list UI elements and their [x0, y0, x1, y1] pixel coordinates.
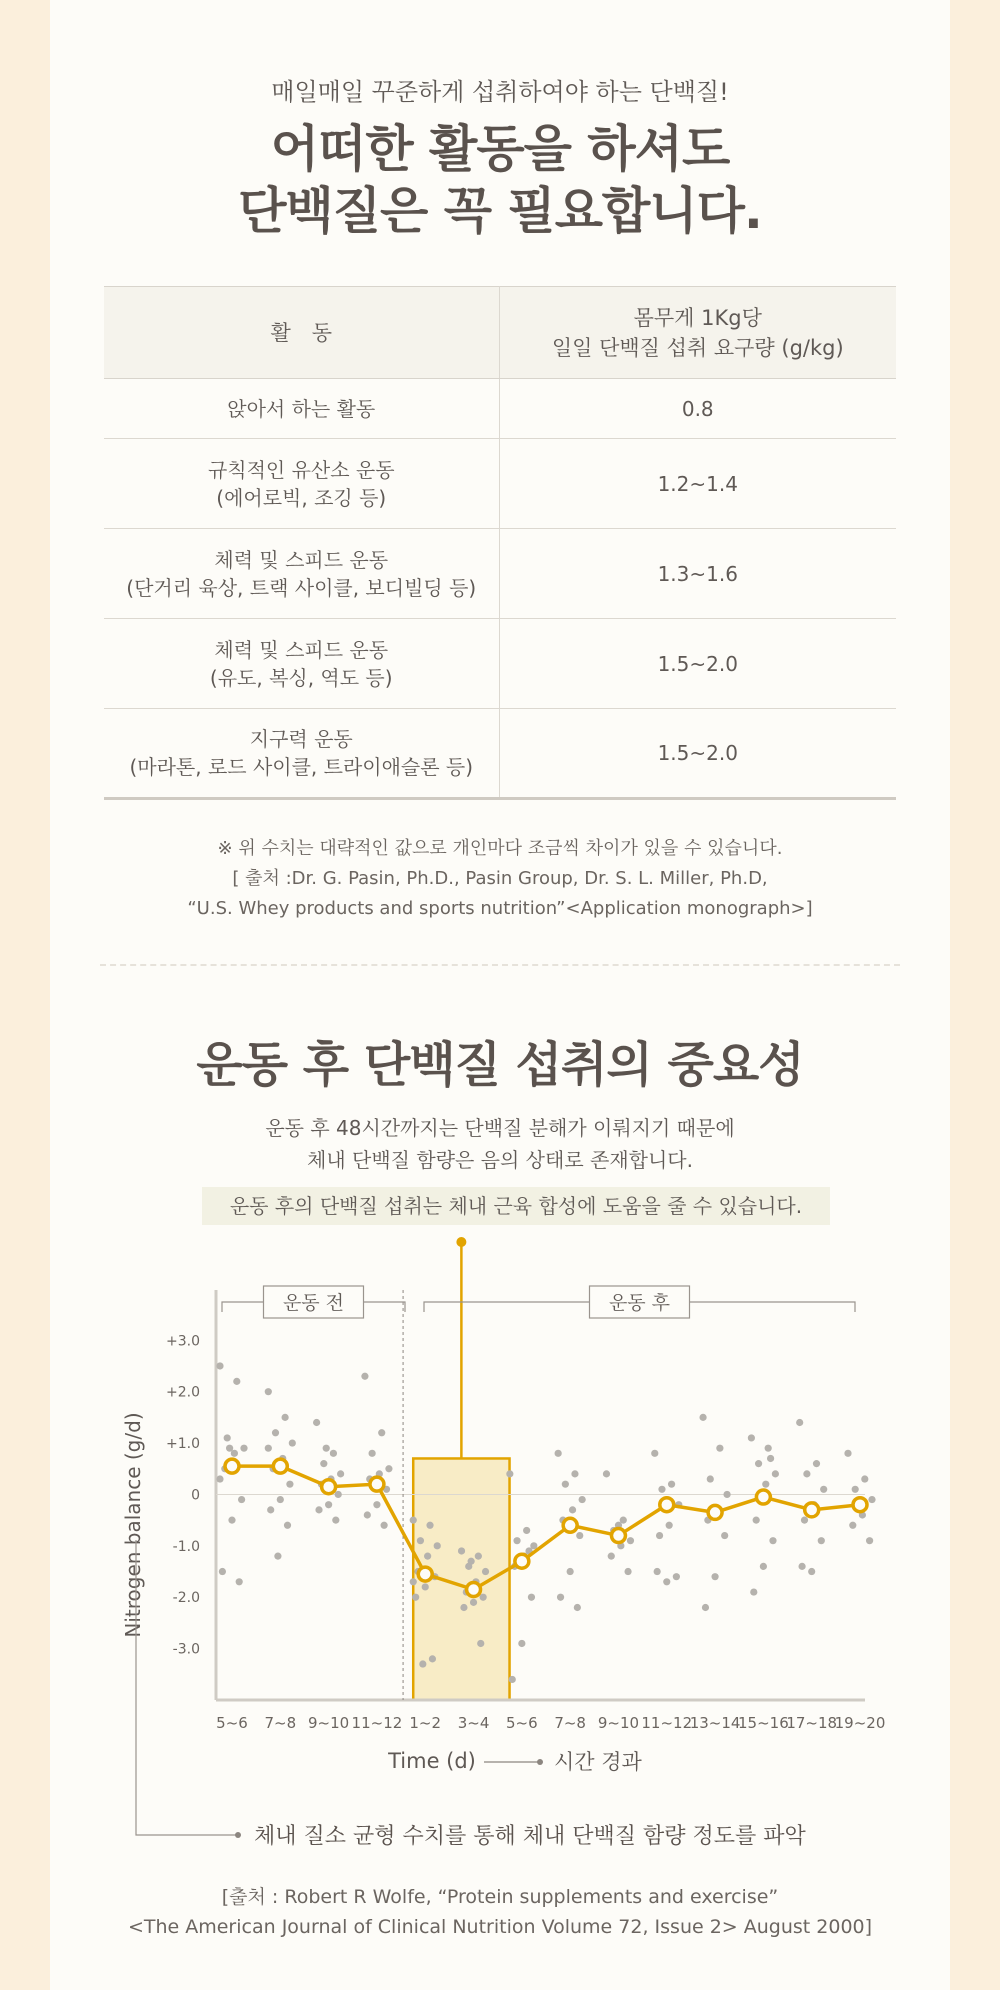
scatter-point — [562, 1481, 569, 1488]
nitrogen-balance-chart — [0, 1230, 1000, 1880]
scatter-point — [385, 1465, 392, 1472]
scatter-point — [313, 1419, 320, 1426]
scatter-point — [569, 1506, 576, 1513]
section2-title: 운동 후 단백질 섭취의 중요성 — [196, 1037, 804, 1093]
table-row — [104, 379, 896, 439]
scatter-point — [608, 1553, 615, 1560]
scatter-point — [673, 1573, 680, 1580]
y-tick-label: -1.0 — [172, 1538, 200, 1555]
x-tick-label: 13~14 — [689, 1714, 741, 1732]
scatter-point — [236, 1578, 243, 1585]
x-tick-label: 7~8 — [554, 1714, 586, 1732]
scatter-point — [513, 1537, 520, 1544]
scatter-point — [651, 1450, 658, 1457]
scatter-point — [369, 1450, 376, 1457]
scatter-point — [702, 1604, 709, 1611]
activity-line2: (마라톤, 로드 사이클, 트라이애슬론 등) — [129, 755, 474, 779]
scatter-point — [224, 1434, 231, 1441]
value-cell: 1.5~2.0 — [499, 619, 896, 709]
x-tick-label: 5~6 — [216, 1714, 248, 1732]
activity-cell — [104, 709, 499, 799]
scatter-point — [289, 1439, 296, 1446]
scatter-point — [323, 1445, 330, 1452]
activity-cell — [104, 379, 499, 439]
scatter-point — [574, 1604, 581, 1611]
scatter-point — [723, 1491, 730, 1498]
activity-line2: (단거리 육상, 트랙 사이클, 보디빌딩 등) — [126, 575, 477, 600]
scatter-point — [410, 1517, 417, 1524]
activity-line1: 규칙적인 유산소 운동 — [207, 457, 395, 482]
table-header-requirement-line1: 몸무게 1Kg당 — [633, 305, 762, 330]
series-point — [708, 1505, 722, 1519]
scatter-point — [796, 1419, 803, 1426]
scatter-point — [330, 1450, 337, 1457]
scatter-point — [412, 1594, 419, 1601]
scatter-point — [748, 1434, 755, 1441]
scatter-point — [707, 1475, 714, 1482]
scatter-point — [818, 1537, 825, 1544]
scatter-point — [426, 1522, 433, 1529]
scatter-point — [798, 1563, 805, 1570]
x-tick-label: 15~16 — [738, 1714, 789, 1732]
scatter-point — [523, 1527, 530, 1534]
x-note-dot — [537, 1759, 543, 1765]
group-after-label: 운동 후 — [608, 1292, 671, 1314]
reference-line2: <The American Journal of Clinical Nutrition Volume 72, Issue 2> August 2000] — [127, 1916, 873, 1938]
series-point — [467, 1583, 481, 1597]
scatter-point — [226, 1445, 233, 1452]
scatter-point — [434, 1542, 441, 1549]
activity-line1: 체력 및 스피드 운동 — [214, 547, 389, 572]
x-axis-label: Time (d) — [388, 1749, 476, 1773]
scatter-point — [265, 1388, 272, 1395]
value-cell: 1.5~2.0 — [499, 709, 896, 799]
scatter-point — [658, 1486, 665, 1493]
reference-line1: [출처 : Robert R Wolfe, “Protein supplements and exercise” — [221, 1886, 779, 1908]
scatter-point — [668, 1481, 675, 1488]
scatter-point — [284, 1522, 291, 1529]
y-tick-label: 0 — [191, 1487, 200, 1504]
scatter-point — [361, 1373, 368, 1380]
scatter-point — [277, 1496, 284, 1503]
chart-reference — [0, 1882, 1000, 1942]
y-axis-label: Nitrogen balance (g/d) — [121, 1412, 145, 1638]
scatter-point — [429, 1655, 436, 1662]
section2-desc-line2: 체내 단백질 함량은 음의 상태로 존재합니다. — [307, 1148, 693, 1172]
y-tick-label: -2.0 — [172, 1590, 200, 1607]
scatter-point — [315, 1506, 322, 1513]
scatter-point — [216, 1475, 223, 1482]
x-tick-label: 17~18 — [786, 1714, 838, 1732]
scatter-point — [238, 1496, 245, 1503]
scatter-point — [417, 1537, 424, 1544]
table-row — [104, 619, 896, 709]
scatter-point — [656, 1532, 663, 1539]
scatter-point — [265, 1445, 272, 1452]
footnote-leader — [136, 1540, 236, 1835]
intro-title — [0, 118, 1000, 242]
x-tick-label: 3~4 — [457, 1714, 490, 1732]
scatter-point — [233, 1378, 240, 1385]
series-point — [515, 1554, 529, 1568]
scatter-point — [861, 1475, 868, 1482]
scatter-point — [274, 1553, 281, 1560]
section2-desc-line1: 운동 후 48시간까지는 단백질 분해가 이뤄지기 때문에 — [265, 1116, 735, 1140]
series-point — [418, 1567, 432, 1581]
scatter-point — [603, 1470, 610, 1477]
x-tick-label: 1~2 — [409, 1714, 442, 1732]
scatter-point — [868, 1496, 875, 1503]
series-point — [756, 1490, 770, 1504]
x-tick-label: 19~20 — [834, 1714, 886, 1732]
scatter-point — [571, 1470, 578, 1477]
scatter-point — [772, 1470, 779, 1477]
value-cell: 0.8 — [499, 379, 896, 439]
scatter-point — [820, 1486, 827, 1493]
scatter-point — [219, 1568, 226, 1575]
series-point — [611, 1529, 625, 1543]
scatter-point — [267, 1506, 274, 1513]
scatter-point — [477, 1640, 484, 1647]
table-notes — [0, 834, 1000, 924]
scatter-point — [528, 1594, 535, 1601]
series-point — [660, 1498, 674, 1512]
scatter-point — [424, 1553, 431, 1560]
scatter-point — [378, 1429, 385, 1436]
scatter-point — [769, 1537, 776, 1544]
scatter-point — [373, 1501, 380, 1508]
series-point — [805, 1503, 819, 1517]
x-tick-label: 7~8 — [264, 1714, 297, 1732]
scatter-point — [470, 1599, 477, 1606]
note-source-line1: [ 출처 :Dr. G. Pasin, Ph.D., Pasin Group, Dr. S. L. Miller, Ph.D, — [232, 868, 768, 889]
scatter-point — [849, 1522, 856, 1529]
scatter-point — [852, 1486, 859, 1493]
activity-cell — [104, 439, 499, 529]
scatter-point — [755, 1460, 762, 1467]
table-row — [104, 709, 896, 799]
scatter-point — [753, 1517, 760, 1524]
series-point — [225, 1459, 239, 1473]
scatter-point — [567, 1568, 574, 1575]
intro-title-line1: 어떠한 활동을 하셔도 — [270, 120, 730, 178]
scatter-point — [216, 1362, 223, 1369]
series-point — [853, 1498, 867, 1512]
scatter-point — [576, 1532, 583, 1539]
scatter-point — [422, 1583, 429, 1590]
table-header-requirement — [499, 287, 896, 379]
scatter-point — [509, 1676, 516, 1683]
scatter-point — [813, 1460, 820, 1467]
scatter-point — [286, 1481, 293, 1488]
scatter-point — [460, 1604, 467, 1611]
protein-requirement-table — [104, 286, 896, 800]
scatter-point — [419, 1660, 426, 1667]
scatter-point — [579, 1496, 586, 1503]
scatter-point — [332, 1517, 339, 1524]
x-tick-label: 11~12 — [351, 1714, 403, 1732]
scatter-point — [482, 1568, 489, 1575]
scatter-point — [767, 1455, 774, 1462]
y-tick-label: +1.0 — [166, 1436, 200, 1453]
note-source-line2: “U.S. Whey products and sports nutrition”<Application monograph>] — [187, 898, 813, 919]
x-tick-label: 11~12 — [641, 1714, 693, 1732]
activity-cell — [104, 619, 499, 709]
scatter-point — [627, 1537, 634, 1544]
scatter-point — [272, 1429, 279, 1436]
scatter-point — [716, 1445, 723, 1452]
scatter-point — [801, 1517, 808, 1524]
scatter-point — [480, 1594, 487, 1601]
table-row — [104, 439, 896, 529]
table-header-requirement-line2: 일일 단백질 섭취 요구량 (g/kg) — [551, 335, 844, 360]
value-cell: 1.2~1.4 — [499, 439, 896, 529]
scatter-point — [803, 1470, 810, 1477]
footnote-dot — [235, 1832, 241, 1838]
scatter-point — [762, 1481, 769, 1488]
table-header-activity: 활 동 — [104, 287, 499, 379]
scatter-point — [555, 1450, 562, 1457]
scatter-point — [518, 1640, 525, 1647]
value-cell: 1.3~1.6 — [499, 529, 896, 619]
group-before-label: 운동 전 — [282, 1292, 345, 1314]
scatter-point — [468, 1558, 475, 1565]
activity-line1: 앉아서 하는 활동 — [227, 396, 376, 421]
y-tick-label: -3.0 — [172, 1641, 200, 1658]
scatter-point — [240, 1445, 247, 1452]
table-row — [104, 529, 896, 619]
activity-cell — [104, 529, 499, 619]
chart-footnote: 체내 질소 균형 수치를 통해 체내 단백질 함량 정도를 파악 — [254, 1824, 806, 1849]
scatter-point — [228, 1517, 235, 1524]
series-point — [273, 1459, 287, 1473]
scatter-point — [750, 1588, 757, 1595]
activity-line1: 체력 및 스피드 운동 — [214, 637, 389, 662]
scatter-point — [557, 1594, 564, 1601]
scatter-point — [325, 1501, 332, 1508]
scatter-point — [866, 1537, 873, 1544]
scatter-point — [458, 1547, 465, 1554]
section2-highlight: 운동 후의 단백질 섭취는 체내 근육 합성에 도움을 줄 수 있습니다. — [202, 1187, 830, 1225]
note-disclaimer: ※ 위 수치는 대략적인 값으로 개인마다 조금씩 차이가 있을 수 있습니다. — [217, 838, 783, 859]
scatter-point — [711, 1573, 718, 1580]
scatter-point — [282, 1414, 289, 1421]
scatter-point — [765, 1445, 772, 1452]
pointer-dot — [456, 1237, 466, 1247]
scatter-point — [381, 1522, 388, 1529]
scatter-point — [335, 1491, 342, 1498]
scatter-point — [699, 1414, 706, 1421]
series-point — [563, 1518, 577, 1532]
y-tick-label: +3.0 — [166, 1333, 200, 1350]
x-tick-label: 9~10 — [308, 1714, 350, 1732]
y-tick-label: +2.0 — [166, 1384, 200, 1401]
activity-line2: (유도, 복싱, 역도 등) — [209, 665, 393, 690]
scatter-point — [666, 1522, 673, 1529]
scatter-point — [663, 1578, 670, 1585]
scatter-point — [410, 1578, 417, 1585]
intro-subtitle: 매일매일 꾸준하게 섭취하여야 하는 단백질! — [271, 78, 729, 106]
activity-line1: 지구력 운동 — [249, 727, 353, 751]
scatter-point — [844, 1450, 851, 1457]
series-point — [370, 1477, 384, 1491]
scatter-point — [506, 1470, 513, 1477]
scatter-point — [808, 1568, 815, 1575]
section2-description — [0, 1112, 1000, 1176]
activity-line2: (에어로빅, 조깅 등) — [216, 485, 387, 510]
scatter-point — [364, 1511, 371, 1518]
scatter-point — [624, 1568, 631, 1575]
intro-title-line2: 단백질은 꼭 필요합니다. — [238, 182, 762, 240]
series-point — [322, 1480, 336, 1494]
x-axis-note: 시간 경과 — [554, 1750, 642, 1774]
scatter-point — [760, 1563, 767, 1570]
x-tick-label: 5~6 — [506, 1714, 538, 1732]
x-tick-label: 9~10 — [597, 1714, 640, 1732]
scatter-point — [337, 1470, 344, 1477]
scatter-point — [320, 1460, 327, 1467]
section-divider — [100, 964, 900, 966]
scatter-point — [654, 1568, 661, 1575]
scatter-point — [721, 1532, 728, 1539]
scatter-point — [475, 1553, 482, 1560]
